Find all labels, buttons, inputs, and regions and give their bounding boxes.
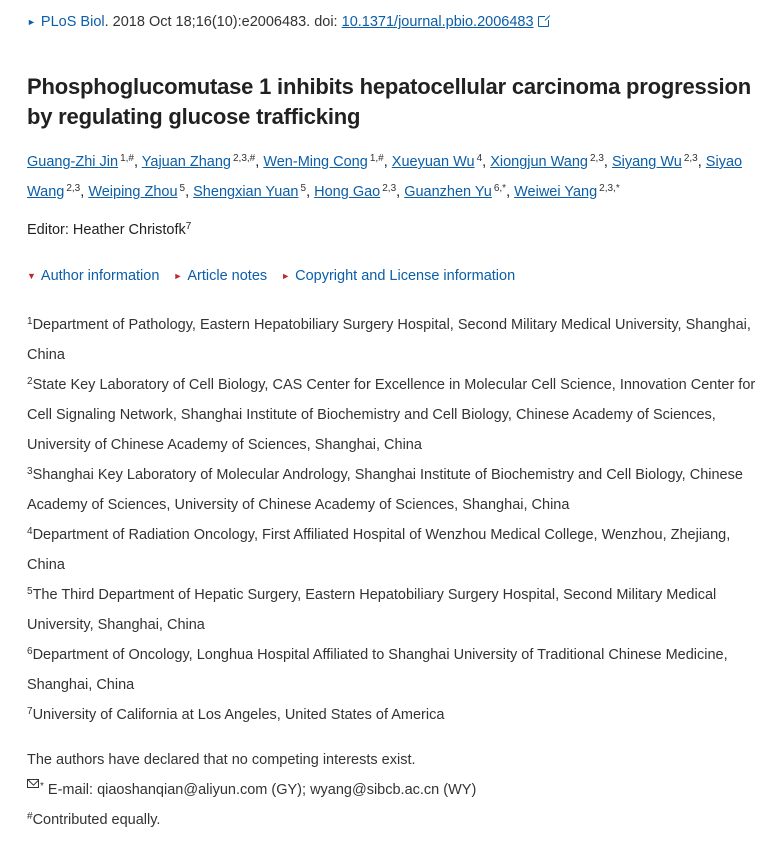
affiliation-item (27, 370, 765, 460)
affiliation-number: 1 (27, 316, 33, 327)
caret-right-icon: ► (281, 271, 291, 281)
author-sup: 2,3,* (599, 183, 620, 194)
author-sup: 2,3 (66, 183, 81, 194)
author-link[interactable]: Siyang Wu (611, 154, 682, 170)
affiliation-item (27, 640, 765, 700)
author-sup: 2,3 (683, 153, 698, 164)
author-link[interactable]: Weiping Zhou (88, 184, 178, 200)
author-sup: 6,* (493, 183, 507, 194)
affiliation-text: University of California at Los Angeles, United States of America (32, 707, 445, 723)
caret-down-icon: ▼ (27, 271, 36, 281)
author-link[interactable]: Guang-Zhi Jin (27, 154, 119, 170)
author-sup: 2,3,# (233, 153, 256, 164)
author-sup: 5 (179, 183, 186, 194)
affiliation-number: 3 (27, 466, 33, 477)
affiliation-text: Department of Pathology, Eastern Hepatobiliary Surgery Hospital, Second Military Medical University, Shanghai, China (27, 317, 751, 363)
competing-interests: The authors have declared that no competing interests exist. (27, 752, 416, 768)
author-sup: 5 (300, 183, 307, 194)
editor-text: Editor: Heather Christofk (27, 222, 186, 238)
toggle-label: Author information (40, 268, 160, 284)
affiliation-number: 5 (27, 586, 33, 597)
affiliation-item (27, 310, 765, 370)
external-link-icon (538, 16, 549, 27)
affiliation-number: 7 (27, 706, 33, 717)
article-title: Phosphoglucomutase 1 inhibits hepatocellular carcinoma progression by regulating glucose trafficking (27, 74, 751, 129)
toggle-label: Article notes (187, 268, 268, 284)
author-link[interactable]: Wen-Ming Cong (263, 154, 368, 170)
info-toggles (27, 268, 525, 284)
doi-text: 10.1371/journal.pbio.2006483 (341, 14, 534, 30)
author-sup: 2,3 (382, 183, 397, 194)
author-list: Guang-Zhi Jin $^{1,\#}$, Yajuan Zhang $^{2,3,\#}$, Wen-Ming Cong $^{1,\#}$, Xueyuan Wu $^4$, Xiongjun Wang $^{2,3}$, Siyang Wu $^{2,3}$, Siyao Wang $^{2,3}$, Weiping Zhou $^5$, Shengxian Yuan $^5$, Hong Gao $^{2,3}$, Guanzhen Yu $^{6,*}$, Weiwei Yang $^{2,3,*}$ (27, 153, 743, 200)
email-text: E-mail: qiaoshanqian@aliyun.com (GY); wyang@sibcb.ac.cn (WY) (43, 782, 477, 798)
author-sup: 2,3 (590, 153, 604, 164)
contrib-text: Contributed equally. (32, 812, 161, 828)
editor-sup: 7 (185, 221, 192, 232)
contrib-mark: # (27, 811, 33, 822)
correspondence-email (27, 775, 765, 805)
doi-link[interactable] (342, 14, 549, 30)
affiliation-text: State Key Laboratory of Cell Biology, CAS Center for Excellence in Molecular Cell Science, Innovation Center for Cell Signaling Network, Shanghai Institute of Biochemistry and Cell Biology, Chinese Academy of Sciences, University of Chinese Academy of Sciences, Shanghai, China (27, 377, 756, 453)
author-link[interactable]: Xueyuan Wu (391, 154, 475, 170)
affiliation-item (27, 460, 765, 520)
author-link[interactable]: Shengxian Yuan (193, 184, 299, 200)
caret-right-icon: ► (27, 17, 36, 27)
affiliation-item (27, 700, 765, 730)
email-mark: * (40, 781, 44, 792)
affiliation-text: Shanghai Key Laboratory of Molecular Andrology, Shanghai Institute of Biochemistry and Cell Biology, Chinese Academy of Sciences, University of Chinese Academy of Sciences, Shanghai, China (27, 467, 743, 513)
affiliation-text: Department of Radiation Oncology, First Affiliated Hospital of Wenzhou Medical College, Wenzhou, Zhejiang, China (27, 527, 731, 573)
affiliation-text: The Third Department of Hepatic Surgery, Eastern Hepatobiliary Surgery Hospital, Second Military Medical University, Shanghai, China (27, 587, 717, 633)
author-link[interactable]: Weiwei Yang (514, 184, 598, 200)
affiliation-item (27, 520, 765, 580)
author-link[interactable]: Xiongjun Wang (490, 154, 588, 170)
author-link[interactable]: Siyao Wang (27, 154, 743, 200)
affiliation-text: Department of Oncology, Longhua Hospital Affiliated to Shanghai University of Traditional Chinese Medicine, Shanghai, China (27, 647, 728, 693)
affiliation-number: 4 (27, 526, 33, 537)
author-link[interactable]: Guanzhen Yu (404, 184, 492, 200)
author-sup: 4 (476, 153, 483, 164)
mail-icon (27, 779, 39, 788)
contribution-note (27, 805, 765, 835)
citation-line (27, 14, 549, 30)
affiliation-number: 6 (27, 646, 33, 657)
affiliation-list (27, 310, 765, 730)
author-sup: 1,# (369, 153, 384, 164)
author-sup: 1,# (120, 153, 134, 164)
article-notes (27, 745, 765, 835)
toggle-label: Copyright and License information (295, 268, 516, 284)
author-link[interactable]: Yajuan Zhang (141, 154, 231, 170)
editor-line (27, 222, 191, 238)
author-information-toggle[interactable] (27, 268, 159, 284)
affiliation-item (27, 580, 765, 640)
journal-link[interactable]: PLoS Biol (40, 14, 105, 30)
citation-details: . 2018 Oct 18;16(10):e2006483. doi: (104, 14, 342, 30)
affiliation-number: 2 (27, 376, 33, 387)
caret-right-icon: ► (173, 271, 183, 281)
copyright-toggle[interactable] (281, 268, 515, 284)
author-link[interactable]: Hong Gao (314, 184, 381, 200)
article-notes-toggle[interactable] (173, 268, 267, 284)
